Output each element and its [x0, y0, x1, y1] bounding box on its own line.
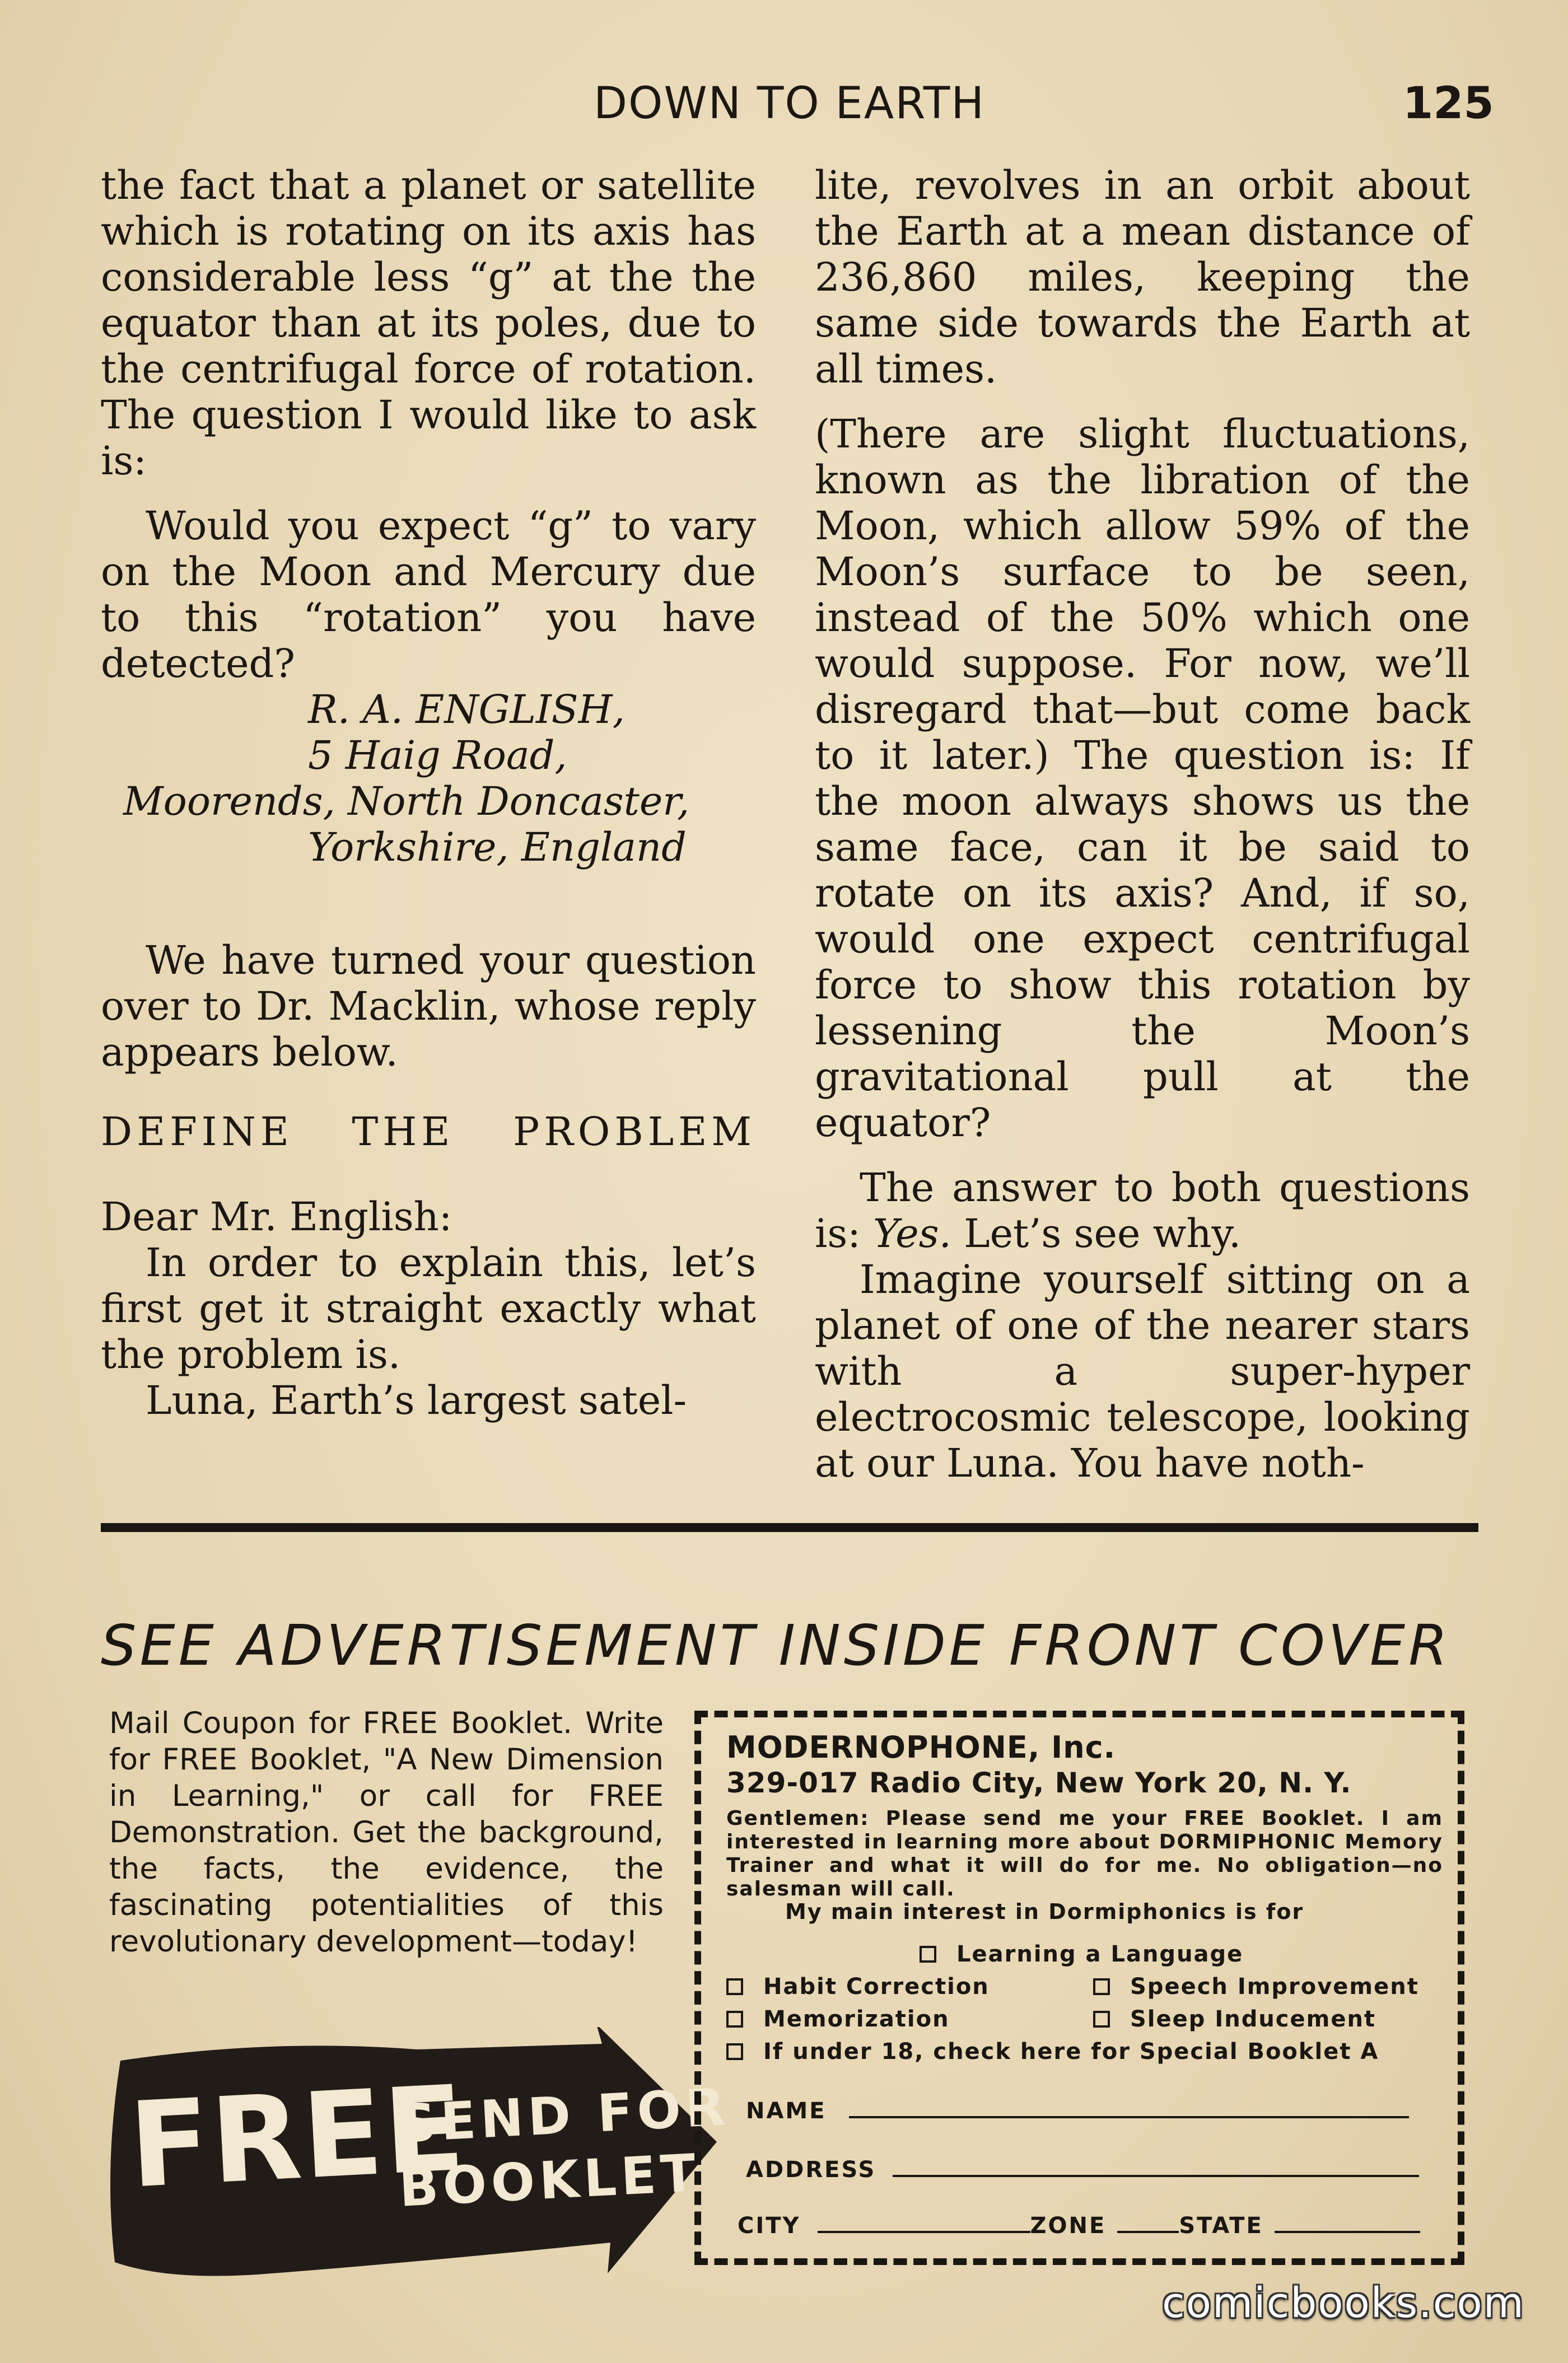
option-label: Speech Improvement: [1130, 1974, 1419, 2000]
option-under-18[interactable]: [726, 2039, 1379, 2065]
ad-banner: SEE ADVERTISEMENT INSIDE FRONT COVER: [101, 1613, 1451, 1678]
zone-field-label: ZONE: [1030, 2213, 1107, 2239]
signature-street: 5 Haig Road,: [308, 732, 567, 778]
address-field[interactable]: [746, 2157, 1419, 2183]
paragraph: lite, revolves in an orbit about the Earth at a mean distance of 236,860 miles, keeping the same side towards the Earth at all times.: [815, 162, 1470, 392]
checkbox-icon[interactable]: [1093, 1978, 1110, 1995]
answer-text-end: Let’s see why.: [951, 1211, 1242, 1257]
option-habit-correction[interactable]: [726, 1974, 990, 2000]
state-field-line[interactable]: [1275, 2231, 1420, 2233]
page-number: 125: [1403, 78, 1494, 129]
checkbox-icon[interactable]: [920, 1946, 936, 1963]
option-label: Learning a Language: [956, 1941, 1244, 1967]
paragraph: Imagine yourself sitting on a planet of one of the nearer stars with a super-hyper electrocosmic telescope, looking at our Luna. You have noth-: [815, 1257, 1470, 1486]
checkbox-icon[interactable]: [726, 2011, 743, 2028]
paragraph: In order to explain this, let’s first get it straight exactly what the problem is.: [101, 1240, 756, 1377]
paragraph: (There are slight fluctuations, known as the libration of the Moon, which allow 59% of the Moon’s surface to be seen, instead of the 50% which one would suppose. For now, we’ll disregard that—but come back to it later.) The question is: If the moon always shows us the same face, can it be said to rotate on its axis? And, if so, would one expect centrifugal force to show this rotation by lessening the Moon’s gravitational pull at the equator?: [815, 411, 1470, 1146]
option-learning-language[interactable]: [920, 1941, 1243, 1967]
signature-region: Yorkshire, England: [308, 824, 687, 870]
option-label: If under 18, check here for Special Booklet A: [763, 2039, 1379, 2065]
paragraph: We have turned your question over to Dr. Macklin, whose reply appears below.: [101, 937, 756, 1075]
checkbox-icon[interactable]: [726, 2043, 743, 2060]
city-zone-state-field[interactable]: [738, 2213, 1420, 2239]
letter-signature: [101, 687, 756, 870]
address-field-label: ADDRESS: [746, 2157, 876, 2183]
coupon-address: 329-017 Radio City, New York 20, N. Y.: [726, 1767, 1352, 1799]
answer-text: The answer to both questions is:: [815, 1165, 1470, 1257]
section-divider: [101, 1523, 1478, 1532]
option-speech-improvement[interactable]: [1093, 1974, 1419, 2000]
ad-copy: Mail Coupon for FREE Booklet. Write for FREE Booklet, "A New Dimension in Learning," or call for FREE Demonstration. Get the background, the facts, the evidence, the fascinating potentialities of this revolutionary development—today!: [109, 1706, 664, 1959]
left-column: [101, 162, 756, 1423]
city-field-label: CITY: [738, 2213, 801, 2239]
city-field-line[interactable]: [818, 2231, 1030, 2233]
zone-field-line[interactable]: [1117, 2231, 1179, 2233]
coupon-body: Gentlemen: Please send me your FREE Booklet. I am interested in learning more about DORMIPHONIC Memory Trainer and what it will do for me. No obligation—no salesman will call.: [726, 1807, 1443, 1900]
site-watermark: comicbooks.com: [1162, 2279, 1525, 2327]
section-heading: DEFINE THE PROBLEM: [101, 1109, 756, 1155]
booklet-label: BOOKLET: [398, 2142, 702, 2219]
paragraph: Would you expect “g” to vary on the Moon and Mercury due to this “rotation” you have detected?: [101, 503, 756, 687]
checkbox-icon[interactable]: [1093, 2011, 1110, 2028]
checkbox-icon[interactable]: [726, 1978, 743, 1995]
answer-emphasis: Yes.: [873, 1211, 951, 1257]
free-booklet-arrow[interactable]: [104, 2027, 731, 2290]
coupon-interest: My main interest in Dormiphonics is for: [785, 1899, 1304, 1924]
name-field-label: NAME: [746, 2098, 827, 2124]
free-label: FREE: [126, 2060, 469, 2215]
paragraph: [815, 1165, 1470, 1257]
send-for-label: SEND FOR: [398, 2077, 731, 2154]
signature-name: R. A. ENGLISH,: [308, 687, 625, 732]
option-label: Memorization: [763, 2006, 950, 2032]
page-header: [0, 78, 1568, 146]
option-label: Sleep Inducement: [1130, 2006, 1376, 2032]
option-memorization[interactable]: [726, 2006, 950, 2032]
paragraph: Luna, Earth’s largest satel-: [146, 1377, 687, 1423]
paragraph: the fact that a planet or satellite which is rotating on its axis has considerable less “g” at the the equator than at its poles, due to the centrifugal force of rotation. The question I would like to ask is:: [101, 162, 756, 484]
option-label: Habit Correction: [763, 1974, 990, 2000]
name-field[interactable]: [746, 2098, 1409, 2124]
option-sleep-inducement[interactable]: [1093, 2006, 1376, 2032]
mail-coupon: [694, 1711, 1464, 2265]
running-title: DOWN TO EARTH: [594, 78, 986, 129]
address-field-line[interactable]: [893, 2175, 1419, 2177]
state-field-label: STATE: [1179, 2213, 1263, 2239]
salutation: Dear Mr. English:: [101, 1194, 452, 1240]
signature-town: Moorends, North Doncaster,: [123, 778, 690, 824]
name-field-line[interactable]: [849, 2116, 1409, 2118]
coupon-company: MODERNOPHONE, Inc.: [726, 1730, 1116, 1765]
right-column: [815, 162, 1470, 1486]
